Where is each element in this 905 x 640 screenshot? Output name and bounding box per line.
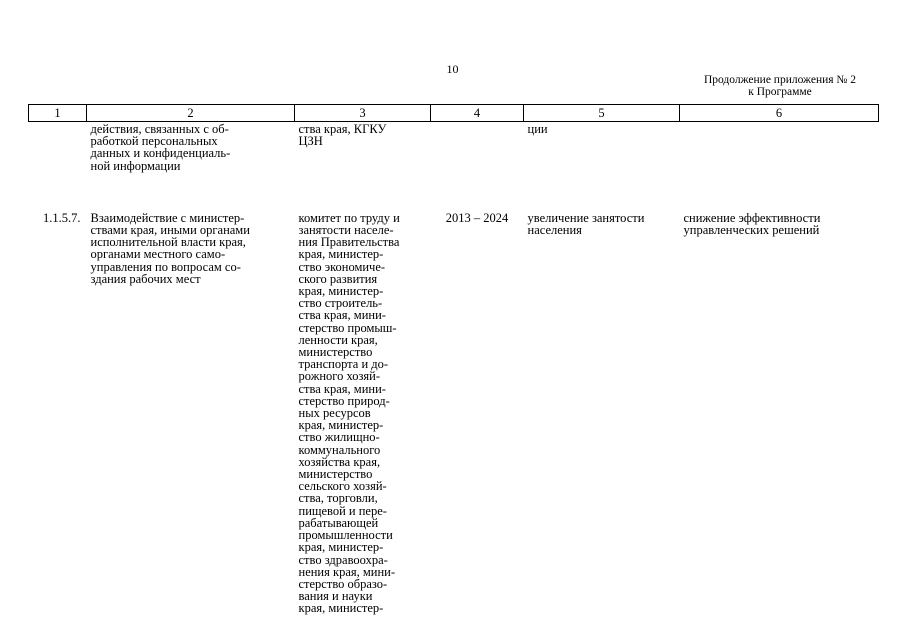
measure-cell: Взаимодействие с министер- ствами края, иными органами исполнительной власти края, органами местного само- управления по вопросам со- здания рабочих мест [90,210,250,286]
appendix-caption [680,74,880,98]
result-cell: увеличение занятости населения [527,210,645,238]
appendix-line-1: Продолжение приложения № 2 [703,74,857,86]
measure-number: 1.1.5.7. [43,210,81,225]
executor-cell: ства края, КГКУ ЦЗН [298,122,387,149]
result-cell: ции [527,122,548,136]
program-table [28,104,879,615]
appendix-line-2: к Программе [748,86,812,98]
column-number: 2 [87,105,295,122]
column-number: 4 [431,105,524,122]
column-number: 3 [295,105,431,122]
measure-cell: действия, связанных с об- работкой персональных данных и конфиденциаль- ной информации [90,122,231,173]
column-number: 5 [524,105,680,122]
table-row-continued [29,122,879,172]
column-number: 1 [29,105,87,122]
period-cell: 2013 – 2024 [445,210,509,225]
page-number: 10 [446,62,459,76]
table-row [29,212,879,615]
executor-cell: комитет по труду и занятости населе- ния Правительства края, министер- ство экономиче- ского развития края, министер- ство строитель- ства края, мини- стерство промыш- ленности края, министерство транспорта и до- рожного хозяй- ства края, мини- стерство природ- ных ресурсов края, министер- ство жилищно- коммунального хозяйства края, министерство сельского хозяй- ства, торговли, пищевой и пере- рабатывающей промышленности края, министер- ство здравоохра- нения края, мини- стерство образо- вания и науки края, министер- [298,210,400,616]
column-number-row [29,105,879,122]
column-number: 6 [680,105,879,122]
risk-cell: снижение эффективности управленческих решений [683,210,821,238]
